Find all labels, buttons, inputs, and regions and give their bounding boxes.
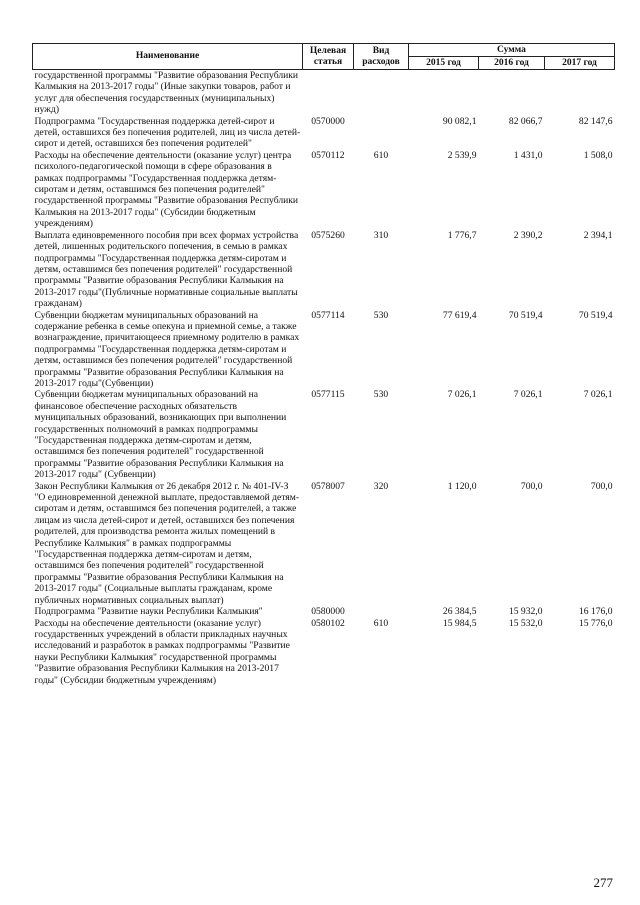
header-vid: Вид расходов (354, 44, 409, 70)
cell-code: 0578007 (311, 480, 345, 492)
cell-vid: 530 (373, 309, 389, 321)
header-2015: 2015 год (409, 57, 479, 70)
cell-name: Расходы на обеспечение деятельности (оказание услуг) государственных учреждений в области прикладных научных исследований и разработок в рамках подпрограммы "Развитие науки Республики Калмыкия" государственной программы "Развитие образования Республики Калмыкия на 2013-2017 годы" (Субсидии бюджетным учреждениям) (34, 617, 290, 686)
page-number: 277 (593, 875, 613, 890)
cell-y2016: 700,0 (520, 480, 543, 492)
cell-vid (354, 116, 409, 150)
cell-name: Закон Республики Калмыкия от 26 декабря 2012 г. № 401-IV-З "О единовременной денежной выплате, предоставляемой детям-сиротам и детям, оставшимся без попечения родителей, а также лицам из числа детей-сирот и детей, оставшихся без попечения родителей, для производства ремонта жилых помещений в Республике Калмыкия" в рамках подпрограммы "Государственная поддержка детям-сиротам и детям, оставшимся без попечения родителей" государственной программы "Развитие образования Республики Калмыкия на 2013-2017 годы" (Социальные выплаты гражданам, кроме публичных нормативных социальных выплат) (34, 480, 300, 606)
table-row (33, 150, 615, 230)
cell-code: 0570000 (311, 115, 345, 127)
cell-y2016: 15 532,0 (508, 617, 543, 629)
cell-code: 0570112 (311, 149, 345, 161)
header-name: Наименование (33, 44, 303, 70)
cell-y2015: 26 384,5 (442, 606, 477, 618)
cell-code: 0577115 (311, 389, 345, 401)
cell-vid: 310 (373, 229, 389, 241)
table-row (33, 116, 615, 150)
cell-y2016: 15 932,0 (508, 606, 543, 618)
cell-y2015: 7 026,1 (447, 389, 477, 401)
cell-code: 0580102 (311, 617, 345, 629)
table-row (33, 310, 615, 390)
cell-y2015: 90 082,1 (442, 115, 477, 127)
cell-vid: 320 (373, 480, 389, 492)
cell-y2015: 2 539,9 (447, 149, 477, 161)
cell-name: государственной программы "Развитие образования Республики Калмыкия на 2013-2017 годы" (Иные закупки товаров, работ и услуг для обеспечения государственных (муниципальных) нужд) (34, 70, 299, 116)
table-row (33, 606, 615, 617)
cell-name: Подпрограмма "Развитие науки Республики Калмыкия" (34, 606, 263, 618)
cell-y2015: 15 984,5 (442, 617, 477, 629)
table-body (33, 70, 615, 686)
cell-y2017: 2 394,1 (583, 229, 613, 241)
cell-y2016: 7 026,1 (513, 389, 543, 401)
cell-name: Расходы на обеспечение деятельности (оказание услуг) центра психолого-педагогической помощи в сфере образования в рамках подпрограммы "Государственная поддержка детям-сиротам и детям, оставшимся без попечения родителей" государственной программы "Развитие образования Республики Калмыкия на 2013-2017 годы" (Субсидии бюджетным учреждениям) (34, 149, 299, 230)
cell-y2017 (545, 70, 615, 116)
cell-vid: 530 (373, 389, 389, 401)
table-row (33, 389, 615, 480)
cell-y2015 (409, 70, 479, 116)
cell-code: 0580000 (311, 606, 345, 618)
header-sum: Сумма (409, 44, 615, 57)
table-row (33, 481, 615, 606)
cell-name: Субвенции бюджетам муниципальных образований на финансовое обеспечение расходных обязательств муниципальных образований, возникающих при выполнении государственных полномочий в рамках подпрограммы "Государственная поддержка детям-сиротам и детям, оставшимся без попечения родителей" государственной программы "Развитие образования Республики Калмыкия на 2013-2017 годы" (Субвенции) (34, 389, 287, 481)
cell-y2016: 82 066,7 (508, 115, 543, 127)
cell-name: Подпрограмма "Государственная поддержка детей-сирот и детей, оставшихся без попечения родителей, лиц из числа детей-сирот и детей, оставшихся без попечения родителей" (34, 115, 301, 150)
table-row (33, 618, 615, 686)
table-row (33, 70, 615, 116)
cell-y2017: 1 508,0 (583, 149, 613, 161)
table-row (33, 230, 615, 310)
table-header (33, 44, 615, 70)
cell-y2016: 1 431,0 (513, 149, 543, 161)
cell-y2017: 15 776,0 (578, 617, 613, 629)
cell-y2017: 7 026,1 (583, 389, 613, 401)
cell-y2017: 70 519,4 (578, 309, 613, 321)
cell-code (303, 70, 354, 116)
cell-y2016 (479, 70, 545, 116)
header-2016: 2016 год (479, 57, 545, 70)
cell-vid: 610 (373, 617, 389, 629)
cell-code: 0575260 (311, 229, 345, 241)
cell-y2016: 2 390,2 (513, 229, 543, 241)
cell-y2015: 1 776,7 (447, 229, 477, 241)
cell-name: Выплата единовременного пособия при всех формах устройства детей, лишенных родительского попечения, в семью в рамках подпрограммы "Государственная поддержка детям-сиротам и детям, оставшимся без попечения родителей" государственной программы "Развитие образования Республики Калмыкия на 2013-2017 годы"(Публичные нормативные социальные выплаты гражданам) (34, 229, 299, 310)
cell-vid (354, 70, 409, 116)
cell-vid (354, 606, 409, 617)
header-target: Целевая статья (303, 44, 354, 70)
cell-code: 0577114 (311, 309, 345, 321)
cell-y2015: 1 120,0 (447, 480, 477, 492)
cell-y2017: 16 176,0 (578, 606, 613, 618)
cell-vid: 610 (373, 149, 389, 161)
cell-name: Субвенции бюджетам муниципальных образований на содержание ребенка в семье опекуна и приемной семье, а также вознаграждение, причитающееся приемному родителю в рамках подпрограммы "Государственная поддержка детям-сиротам и детям, оставшимся без попечения родителей" государственной программы "Развитие образования Республики Калмыкия на 2013-2017 годы"(Субвенции) (34, 309, 300, 389)
cell-y2017: 700,0 (590, 480, 613, 492)
budget-table (32, 43, 615, 686)
cell-y2015: 77 619,4 (442, 309, 477, 321)
header-2017: 2017 год (545, 57, 615, 70)
cell-y2016: 70 519,4 (508, 309, 543, 321)
cell-y2017: 82 147,6 (578, 115, 613, 127)
